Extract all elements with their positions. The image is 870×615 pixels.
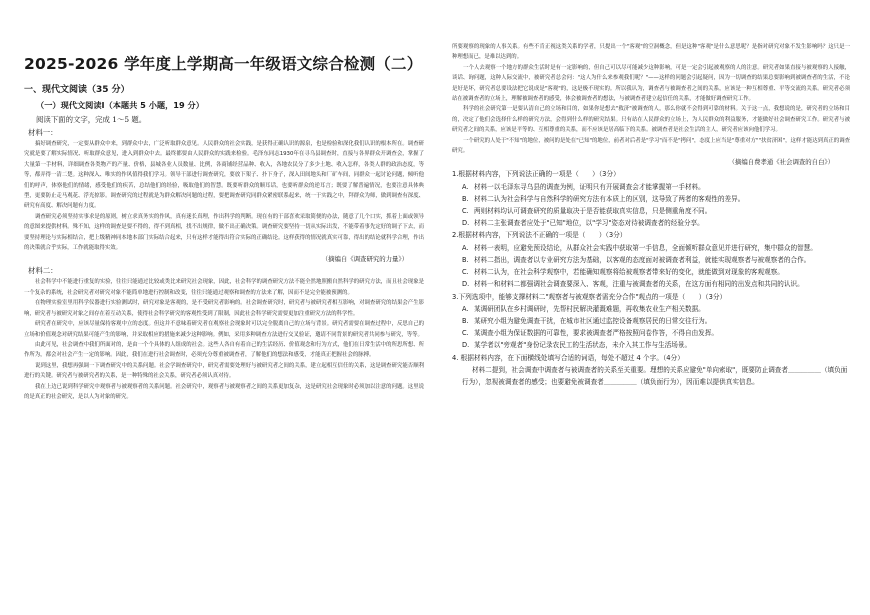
option-key: C. bbox=[462, 329, 469, 338]
question-3-option-c bbox=[462, 327, 850, 339]
option-key: C. bbox=[462, 207, 469, 216]
option-key: A. bbox=[462, 304, 469, 313]
material2-paragraph: 在物理实验室里用科学仪器进行实验测试时，研究对象是客观的，是不受研究者影响的。社会调查研究时，研究者与被研究者相互影响，对调查研究的结果会产生影响，研究者与被研究对象之间存在着互动关系，使得社会科学研究的客观性受到了限制，因此社会科学研究需要更加注重研究方法的科学性。 bbox=[24, 300, 424, 317]
material1-label: 材料一： bbox=[28, 128, 58, 137]
question-2-option-b bbox=[462, 254, 850, 266]
option-text: 材料一以毛泽东寻乌县的调查为例，证明只有开展调查会才能掌握第一手材料。 bbox=[474, 182, 705, 191]
option-key: B. bbox=[462, 255, 469, 264]
option-text: 两则材料均认可调查研究的质量取决于是否能获取真实信息，只是侧重角度不同。 bbox=[474, 207, 712, 216]
question-1-option-b bbox=[462, 193, 850, 205]
option-text: 某调查小组为保证数据的可靠性，要求被调查者严格按照问卷作答，不得自由发挥。 bbox=[474, 329, 718, 338]
left-column bbox=[24, 52, 424, 402]
question-1-option-c bbox=[462, 205, 850, 217]
section-heading: 一、现代文阅读（35 分） bbox=[24, 85, 130, 95]
question-3-option-a bbox=[462, 303, 850, 315]
question-1-option-a bbox=[462, 181, 850, 193]
material2-paragraph: 由此可见，社会调查中我们所面对的，是由一个个具体的人组成的社会。这些人各自有着自己的生活经历、价值观念和行为方式，他们在日常生活中的所思所想、所作所为，都会对社会产生一定的影响。因此，我们在进行社会调查时，必须充分尊重被调查者，了解他们的想法和感受，才能真正把握社会的脉搏。 bbox=[24, 341, 424, 359]
material2-paragraph: 我在上边已说到科学研究中观察者与被观察者的关系问题。社会研究中，观察者与被观察者之间的关系更加复杂，这是研究社会现象时必须加以注意的问题。这里说的是真正的社会研究，是以人为对象的研究。 bbox=[24, 383, 424, 400]
option-text: 材料二主张调查者应处于"已知"地位，以"学习"姿态对待被调查者的经验分享。 bbox=[474, 219, 704, 228]
option-text: 材料二认为，在社会科学观察中，若能确知观察将给被观察者带来好的变化，就能做到对现象的客观观察。 bbox=[474, 268, 784, 277]
right-column bbox=[452, 42, 850, 389]
option-key: D. bbox=[462, 280, 470, 289]
option-key: A. bbox=[462, 182, 469, 191]
material2-label: 材料二： bbox=[28, 266, 58, 276]
material2-paragraph: 说到这里，我想再强调一下调查研究中的关系问题。社会学调查研究中，研究者需要处理好与被研究者之间的关系，建立起相互信任的关系，这是调查研究能否顺利进行的关键。研究者与被研究者的关系，是一种特殊的社会关系，研究者必须认真对待。 bbox=[24, 362, 424, 380]
exam-title: 2025-2026 学年度上学期高一年级语文综合检测（二） bbox=[24, 55, 423, 73]
question-2-stem: 2.根据材料内容，下列说法不正确的一项是（ ）（3分） bbox=[452, 231, 627, 240]
subsection-heading: （一）现代文阅读Ⅰ（本题共 5 小题，19 分） bbox=[36, 100, 204, 110]
option-key: B. bbox=[462, 316, 469, 325]
option-text: 某调研团队在乡村调研时，先帮村民解决灌溉难题，再收集农业生产相关数据。 bbox=[474, 304, 705, 313]
material1-paragraph: 搞好调查研究，一定要从群众中来，到群众中去，广泛听取群众意见。人民群众的社会实践，是获得正确认识的源泉，也是检验和深化我们认识的根本所在。调查研究就是要了解实际情况、听取群众意见，进入到群众中去。最终都要由人民群众的实践来检验。毛泽东同志1930年在寻乌县调查时，直接与各界群众开调查会，掌握了大量第一手材料，详细调查各类物产的产量、价格，县城各业人员数量、比例，各商铺经营品种、收入，各地农民分了多少土地、收入怎样，各类人群的政治态度，等等，都弄得一清二楚。这种深入、唯实的作风值得我们学习。领导干部进行调查研究，要放下架子、扑下身子，深入田间地头和厂矿车间，同群众一起讨论问题，倾听他们的呼声，体察他们的情绪，感受他们的疾苦，总结他们的经验，吸取他们的智慧。既要听群众的顺耳话，也要听群众的逆耳言；既要了解普遍情况，也要注意具体典型，更要防止走马观花、浮光掠影。调查研究的过程就是为群众解决问题的过程，要把调查研究同群众紧密联系起来，统一于实践之中，拜群众为师，做到调查有深度、研究有高度、解决问题有力度。 bbox=[24, 141, 424, 210]
material2-source: （摘编自费孝通《社会调查的自白》） bbox=[728, 158, 834, 167]
option-text: 材料二认为社会科学与自然科学的研究方法有本质上的区别，这导致了两者的客观性的差异。 bbox=[474, 194, 745, 203]
instruction-text: 阅读下面的文字，完成 1～5 题。 bbox=[36, 115, 147, 124]
material2-paragraph: 社会科学中不能进行重复的实验，往往只能通过比较或类比来研究社会现象，因此，社会科学的调查研究方法不能全然地照搬自然科学的研究方法，而且社会现象是一个复杂的系统，社会研究者对研究对象不能简单地进行控制和改变，往往只能通过观察和调查的方法来了解，因而不是完全能被预测的。 bbox=[24, 279, 424, 296]
question-1-stem: 1.根据材料内容，下列说法正确的一项是（ ）（3分） bbox=[452, 170, 620, 179]
question-3-stem: 3.下列选项中，能够支撑材料二"观察者与被观察者需充分合作"观点的一项是（ ）（3分） bbox=[452, 292, 727, 301]
option-key: A. bbox=[462, 243, 469, 252]
material2-paragraph: 研究者在研究中，应该尽量保持客观中立的态度。但这并不意味着研究者在观察社会现象时可以完全脱离自己的立场与背景。研究者需要在调查过程中，反思自己的立场和价值观念对研究结果可能产生的影响，并采取相应的措施来减少这种影响。例如，采用多种调查方法进行交叉验证，邀请不同背景的研究者共同参与研究，等等。 bbox=[24, 321, 424, 338]
question-2-option-d bbox=[462, 278, 850, 290]
option-key: B. bbox=[462, 194, 469, 203]
material2-paragraph: 科学的社会研究第一是要认清自己的立场和目的，如果你是想去"救济"被调查的人，那么你就不会得到可靠的材料。关于这一点，我想说的是，研究者的立场和目的，决定了他们会选择什么样的研究方法，会得到什么样的研究结果。只有站在人民群众的立场上，为人民群众的利益服务，才能做好社会调查研究工作。研究者与被研究者之间的关系，应该是平等的、互相尊重的关系，而不应该是居高临下的关系。被调查者是社会生活的主人，研究者应该向他们学习。 bbox=[452, 106, 850, 134]
option-text: 材料一表明，应避免预设结论，从群众社会实践中获取第一手信息，全面倾听群众意见并进行研究，集中群众的智慧。 bbox=[474, 243, 817, 252]
question-3-option-b bbox=[462, 315, 850, 327]
question-1-option-d bbox=[462, 217, 850, 229]
material1-paragraph: 调查研究必须坚持实事求是的原则，树立求真务实的作风，真有迷长真理，作出科学的判断。现在有的干部喜欢采取简便的办法，随意了几个口实，抓着上面或领导的意图来提供材料。殊不知，这样的调查是要不得的，得不到真相，找不出规律，做不出正确决策。调查研究要坚持一切从实际出发，不能带着事先定好的调子下去，而要坚持理论与实际相结合，把上级精神同本地本部门实际结合起来，只有这样才能得出符合实际的正确结论。这样获得的情况就真实可靠，得出的结论就科学合理，作出的决策就合乎实际，工作就能取得实效。 bbox=[24, 213, 424, 252]
question-3-option-d bbox=[462, 339, 850, 351]
option-key: D. bbox=[462, 219, 470, 228]
material2-continued: 所要观察的现象的人事关系。有些不肯正视这类关系的学者，只提出一个"客观"的空洞概念，但是这种"客观"是什么意思呢？是指对研究对象不发生影响吗？这只是一种理想而已，是难以达到的。 bbox=[452, 44, 850, 61]
material1-source: （摘编自《调查研究的力量》） bbox=[321, 255, 408, 264]
option-text: 材料二指出，调查者以专业研究方法为基础，以客观的态度面对被调查者利益，就能实现观察者与被观察者的合作。 bbox=[474, 255, 811, 264]
material2-paragraph: 一个人去观察一个地方的群众生活时是有一定影响的，但自己可以尽可能减少这种影响，可是一定会引起被观察的人的注意。研究者如果直接与被观察的人接触，谈话、询问题，这种人际交流中，被研究者总会问："这人为什么来参观我们呢？"——这样的问题会引起疑问，因为一切调查的结果总要影响到被调查者的生活，不论是好是坏，研究者总要设法把它说成是"客观"的，这是极不现实的。所以我认为，调查者与被调查者之间的关系，应该是一种互相尊重、平等交流的关系。研究者必须站在被调查者的立场上，理解被调查者的感受，体会被调查者的想法，与被调查者建立起信任的关系，才能做好调查研究工作。 bbox=[452, 64, 850, 103]
material2-paragraph: 一个研究的人处于"不知"的地位，被问的是处在"已知"的地位，前者对后者是"学习"而不是"拷问"，态度上应当是"尊重对方""扶贫济困"，这样才能达到真正的调查研究。 bbox=[452, 137, 850, 155]
option-key: C. bbox=[462, 268, 469, 277]
question-2-option-c bbox=[462, 266, 850, 278]
question-4-stem: 4. 根据材料内容，在下面横线处填写合适的词语，每处不超过 4 个字。（4分） bbox=[452, 353, 684, 362]
option-text: 某学者以"旁观者"身份记录农民工的生活状态，未介入其工作与生活场景。 bbox=[474, 341, 692, 350]
question-4-text: 材料二提到，社会调查中调查者与被调查者的关系至关重要。理想的关系应避免"单向索取"，既要防止调查者＿＿＿＿＿（填负面行为），忽视被调查者的感受；也要避免被调查者＿＿＿＿＿（填负面行为），因而难以提供真实信息。 bbox=[462, 365, 848, 387]
question-2-option-a bbox=[462, 242, 850, 254]
option-key: D. bbox=[462, 341, 470, 350]
option-text: 材料一和材料二都强调社会调查要深入、客观，注重与被调查者的关系，在这方面有相同的出发点和共同的认识。 bbox=[474, 280, 804, 289]
option-text: 某研究小组为避免调查干扰，在城市社区通过监控设备观察居民的日常交往行为。 bbox=[474, 316, 712, 325]
